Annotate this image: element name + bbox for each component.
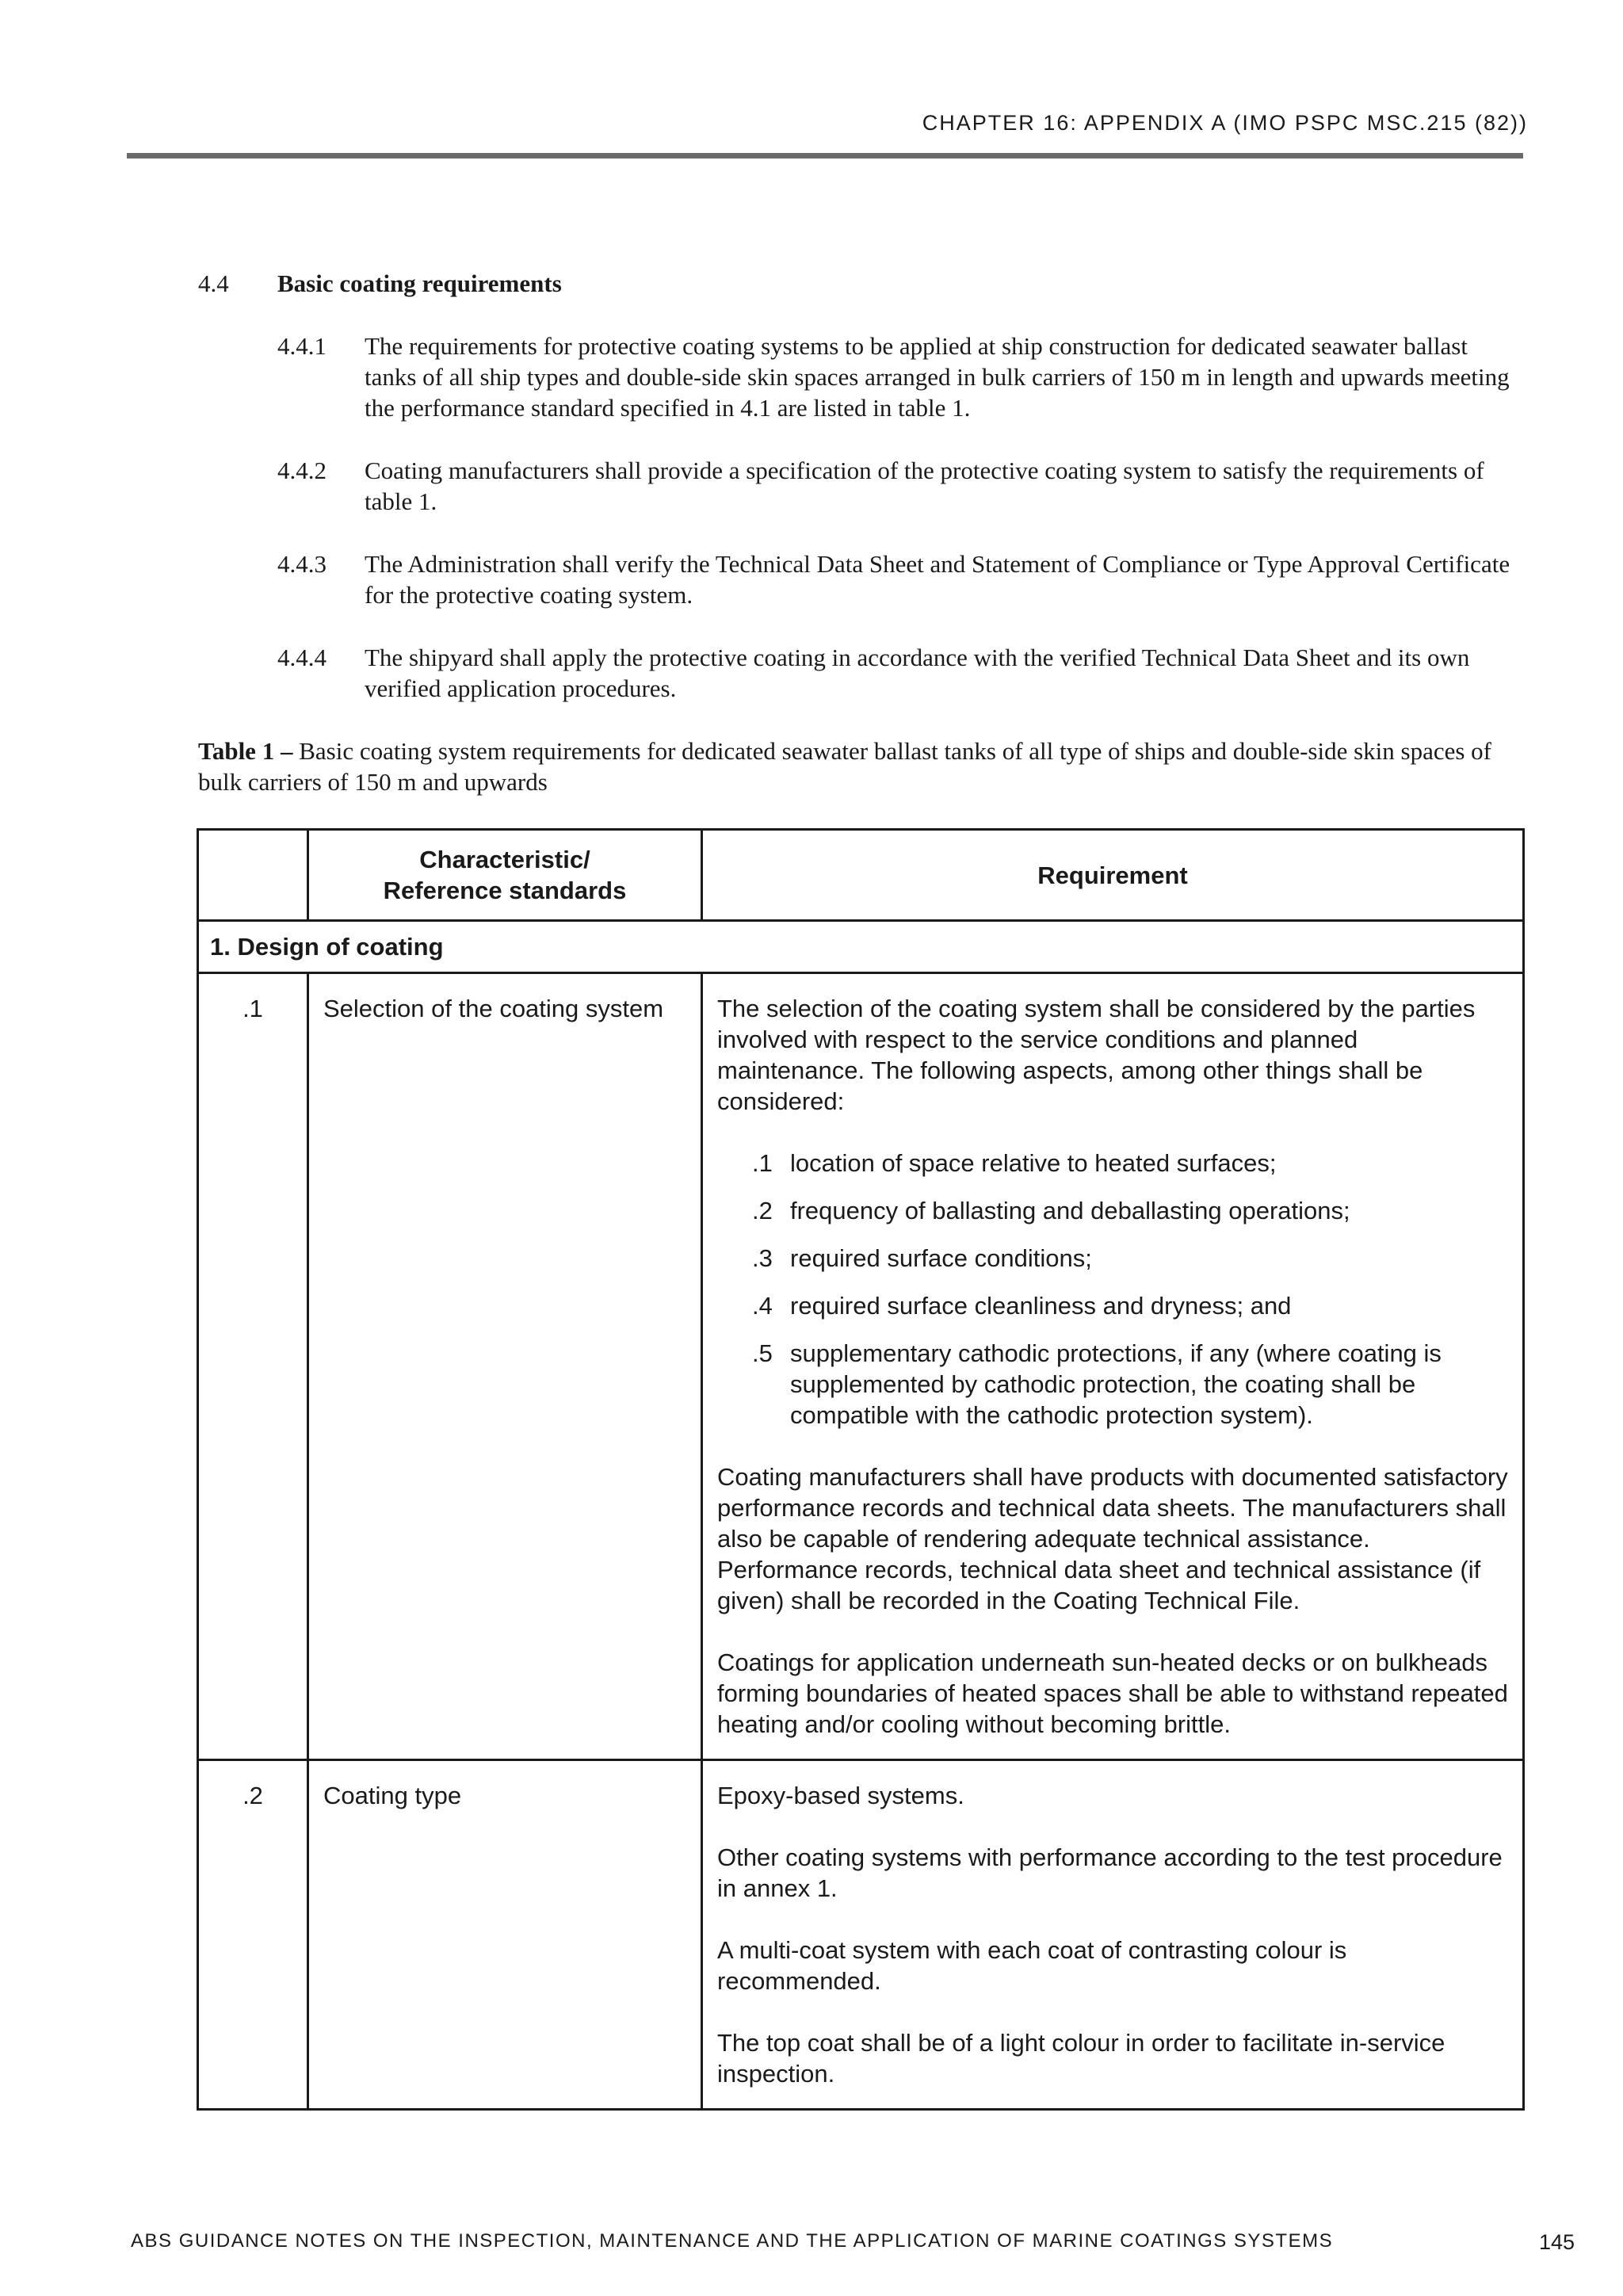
list-item-number: .3	[752, 1244, 773, 1272]
paragraph-number: 4.4.2	[277, 457, 327, 484]
paragraph-number: 4.4.3	[277, 550, 327, 578]
table-header-row	[198, 830, 1524, 921]
list-item	[752, 1148, 1508, 1179]
section-4-4	[198, 268, 1523, 797]
list-item	[752, 1195, 1508, 1226]
table-caption	[198, 735, 1523, 797]
table-row	[198, 1760, 1524, 2110]
list-item	[752, 1290, 1508, 1321]
header-number-cell	[198, 830, 308, 921]
list-item-text: required surface conditions;	[790, 1244, 1092, 1272]
list-item-text: location of space relative to heated surfaces;	[790, 1149, 1277, 1177]
table-caption-text: Basic coating system requirements for dedicated seawater ballast tanks of all type of ships and double-side skin spaces of bulk carriers of 150 m and upwards	[198, 737, 1491, 796]
section-title: Basic coating requirements	[277, 269, 562, 297]
row-characteristic: Coating type	[308, 1760, 702, 2110]
requirement-paragraph: Coating manufacturers shall have products with documented satisfactory performance records and technical data sheets. The manufacturers shall also be capable of rendering adequate technical assistance. Performance records, technical data sheet and technical assistance (if given) shall be recorded in the Coating Technical File.	[717, 1463, 1508, 1614]
section-heading	[198, 268, 1523, 299]
running-head: CHAPTER 16: APPENDIX A (IMO PSPC MSC.215 (82))	[922, 111, 1528, 135]
row-requirement	[702, 1760, 1524, 2110]
list-item-number: .2	[752, 1197, 773, 1224]
requirement-intro: The selection of the coating system shall be considered by the parties involved with respect to the service conditions and planned maintenance. The following aspects, among other things shall be considered:	[717, 995, 1476, 1115]
requirements-table	[197, 828, 1525, 2111]
list-item-number: .4	[752, 1292, 773, 1320]
footer-title: ABS GUIDANCE NOTES ON THE INSPECTION, MAINTENANCE AND THE APPLICATION OF MARINE COATINGS SYSTEMS	[131, 2230, 1334, 2252]
paragraph-number: 4.4.4	[277, 644, 327, 671]
table-row	[198, 973, 1524, 1760]
paragraph-text: The Administration shall verify the Technical Data Sheet and Statement of Compliance or Type Approval Certificate for the protective coating system.	[365, 550, 1510, 609]
page-number: 145	[1538, 2230, 1575, 2254]
row-number: .1	[198, 973, 308, 1760]
requirement-paragraph: Coatings for application underneath sun-heated decks or on bulkheads forming boundaries of heated spaces shall be able to withstand repeated heating and/or cooling without becoming brittle.	[717, 1648, 1508, 1738]
section-row-label: 1. Design of coating	[198, 921, 1524, 973]
page-footer	[131, 2230, 1575, 2255]
requirement-paragraph: The top coat shall be of a light colour in order to facilitate in-service inspection.	[717, 2029, 1445, 2088]
header-requirement-cell: Requirement	[702, 830, 1524, 921]
requirement-paragraph: A multi-coat system with each coat of contrasting colour is recommended.	[717, 1936, 1347, 1995]
row-requirement	[702, 973, 1524, 1760]
requirement-sublist	[717, 1148, 1508, 1431]
header-characteristic-cell	[308, 830, 702, 921]
list-item-text: frequency of ballasting and deballasting operations;	[790, 1197, 1350, 1224]
paragraph-number: 4.4.1	[277, 332, 327, 360]
list-item-text: required surface cleanliness and dryness; and	[790, 1292, 1292, 1320]
list-item-number: .5	[752, 1339, 773, 1367]
paragraph-text: The requirements for protective coating systems to be applied at ship construction for dedicated seawater ballast tanks of all ship types and double-side skin spaces arranged in bulk carriers of 150 m in length and upwards meeting the performance standard specified in 4.1 are listed in table 1.	[365, 332, 1510, 422]
requirement-paragraph: Other coating systems with performance according to the test procedure in annex 1.	[717, 1843, 1503, 1902]
row-characteristic: Selection of the coating system	[308, 973, 702, 1760]
header-rule	[127, 153, 1523, 159]
paragraph-text: The shipyard shall apply the protective coating in accordance with the verified Technical Data Sheet and its own verified application procedures.	[365, 644, 1470, 702]
requirement-paragraph: Epoxy-based systems.	[717, 1782, 964, 1809]
header-characteristic-line1: Characteristic/	[419, 846, 590, 873]
table-section-row	[198, 921, 1524, 973]
paragraph-4-4-2	[198, 455, 1523, 517]
paragraph-text: Coating manufacturers shall provide a specification of the protective coating system to satisfy the requirements of table 1.	[365, 457, 1484, 515]
list-item	[752, 1338, 1508, 1431]
paragraph-4-4-4	[198, 642, 1523, 704]
list-item	[752, 1243, 1508, 1274]
list-item-number: .1	[752, 1149, 773, 1177]
list-item-text: supplementary cathodic protections, if any (where coating is supplemented by cathodic protection, the coating shall be compatible with the cathodic protection system).	[790, 1339, 1442, 1429]
row-number: .2	[198, 1760, 308, 2110]
section-number: 4.4	[198, 269, 229, 297]
header-characteristic-line2: Reference standards	[383, 877, 627, 904]
paragraph-4-4-3	[198, 548, 1523, 610]
paragraph-4-4-1	[198, 330, 1523, 423]
table-caption-label: Table 1 –	[198, 737, 300, 765]
